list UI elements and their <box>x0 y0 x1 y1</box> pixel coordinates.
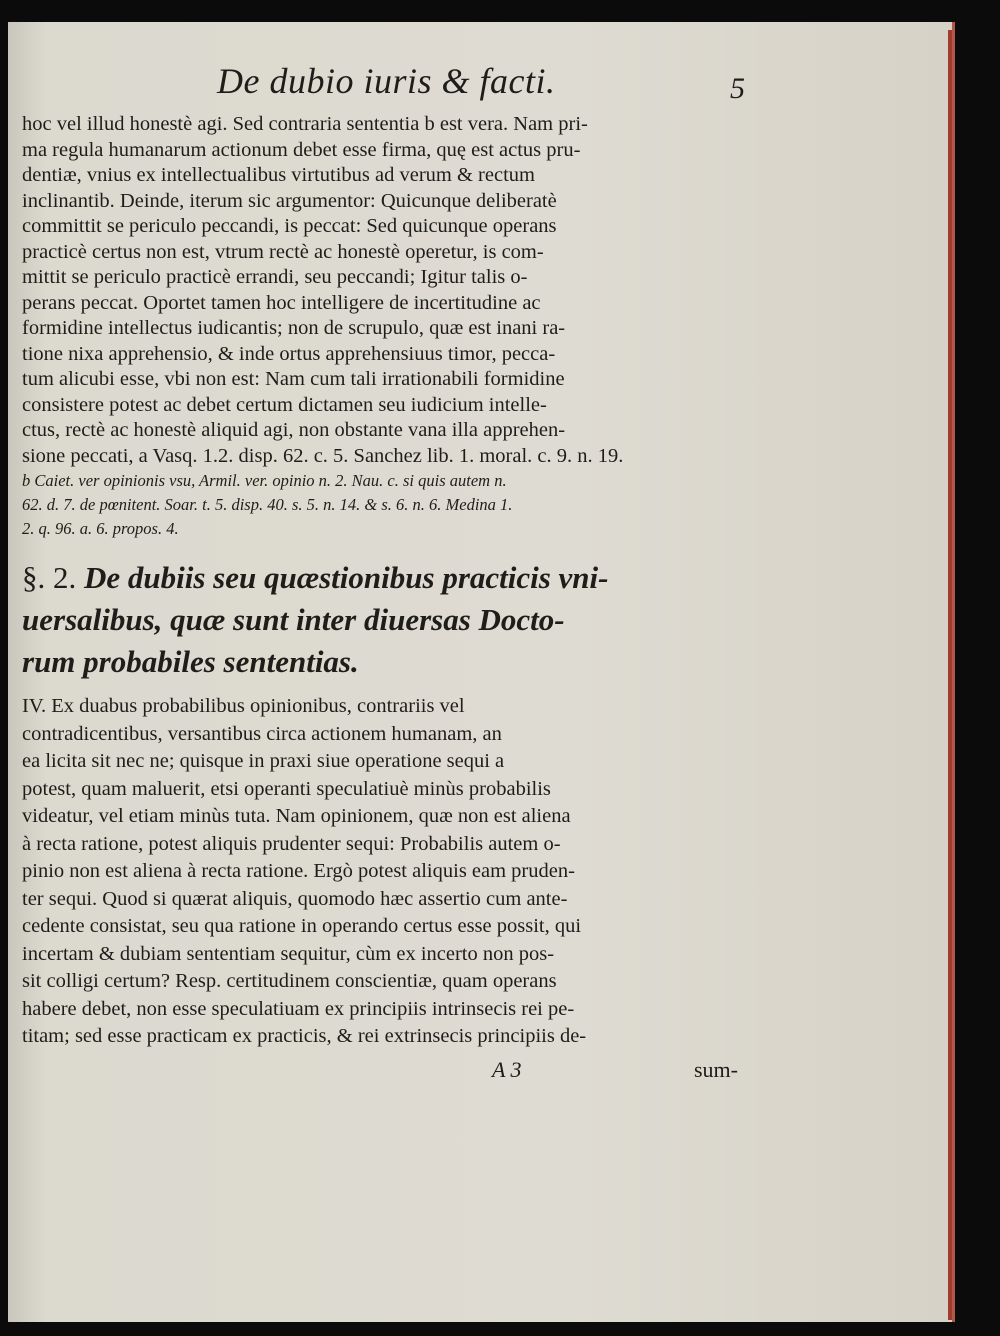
catchword: sum- <box>694 1056 738 1082</box>
text-line: videatur, vel etiam minùs tuta. Nam opinionem, quæ non est aliena <box>22 805 571 827</box>
text-line: contradicentibus, versantibus circa actionem humanam, an <box>22 722 502 745</box>
text-line: ter sequi. Quod si quærat aliquis, quomodo hæc assertio cum ante- <box>22 887 568 910</box>
paragraph-2 <box>22 693 770 1051</box>
section-title-text: De dubiis seu quæstionibus practicis vni- <box>84 560 609 595</box>
text-line: pinio non est aliena à recta ratione. Ergò potest aliquis eam pruden- <box>22 860 575 882</box>
text-line: IV. Ex duabus probabilibus opinionibus, contrariis vel <box>22 695 465 717</box>
text-line: sione peccati, a Vasq. 1.2. disp. 62. c. 5. Sanchez lib. 1. moral. c. 9. n. 19. <box>22 444 624 467</box>
page-header <box>22 52 770 112</box>
text-line: potest, quam maluerit, etsi operanti speculatiuè minùs probabilis <box>22 777 551 800</box>
text-line: consistere potest ac debet certum dictamen seu iudicium intelle- <box>22 393 547 416</box>
references <box>22 469 770 541</box>
reference-line: 62. d. 7. de pœnitent. Soar. t. 5. disp. 40. s. 5. n. 14. & s. 6. n. 6. Medina 1. <box>22 495 513 514</box>
text-line: incertam & dubiam sententiam sequitur, cùm ex incerto non pos- <box>22 942 555 965</box>
page-number: 5 <box>730 72 745 105</box>
text-line: inclinantib. Deinde, iterum sic argumentor: Quicunque deliberatè <box>22 189 557 212</box>
text-line: ma regula humanarum actionum debet esse firma, quę est actus pru- <box>22 138 581 161</box>
text-line: titam; sed esse practicam ex practicis, & rei extrinsecis principiis de- <box>22 1025 587 1047</box>
text-line: formidine intellectus iudicantis; non de scrupulo, quæ est inani ra- <box>22 317 566 339</box>
reference-line: 2. q. 96. a. 6. propos. 4. <box>22 519 179 538</box>
text-line: tione nixa apprehensio, & inde ortus apprehensiuus timor, pecca- <box>22 342 556 365</box>
text-line: à recta ratione, potest aliquis prudenter sequi: Probabilis autem o- <box>22 832 561 855</box>
section-title-line <box>22 557 770 599</box>
section-heading <box>22 557 770 683</box>
page-footer <box>22 1057 770 1087</box>
reference-line: b Caiet. ver opinionis vsu, Armil. ver. opinio n. 2. Nau. c. si quis autem n. <box>22 471 507 490</box>
text-line: hoc vel illud honestè agi. Sed contraria sententia b est vera. Nam pri- <box>22 113 588 135</box>
paragraph-1 <box>22 112 770 469</box>
signature-mark: A 3 <box>492 1056 522 1082</box>
text-line: ctus, rectè ac honestè aliquid agi, non obstante vana illa apprehen- <box>22 419 566 441</box>
text-line: tum alicubi esse, vbi non est: Nam cum tali irrationabili formidine <box>22 368 565 390</box>
page-edge <box>948 30 952 1320</box>
text-line: practicè certus non est, vtrum rectè ac honestè operetur, is com- <box>22 240 544 263</box>
section-mark: §. 2. <box>22 560 77 595</box>
section-title-line: rum probabiles sententias. <box>22 644 359 679</box>
text-line: habere debet, non esse speculatiuam ex principiis intrinsecis rei pe- <box>22 997 575 1020</box>
text-line: committit se periculo peccandi, is peccat: Sed quicunque operans <box>22 215 557 237</box>
text-line: perans peccat. Oportet tamen hoc intelligere de incertitudine ac <box>22 291 541 314</box>
text-line: dentiæ, vnius ex intellectualibus virtutibus ad verum & rectum <box>22 164 535 186</box>
text-line: mittit se periculo practicè errandi, seu peccandi; Igitur talis o- <box>22 266 528 288</box>
running-title: De dubio iuris & facti. <box>217 61 556 101</box>
page-text <box>22 52 770 1087</box>
text-line: sit colligi certum? Resp. certitudinem conscientiæ, quam operans <box>22 970 557 992</box>
text-line: ea licita sit nec ne; quisque in praxi siue operatione sequi a <box>22 750 505 772</box>
text-line: cedente consistat, seu qua ratione in operando certus esse possit, qui <box>22 915 582 937</box>
section-title-line: uersalibus, quæ sunt inter diuersas Docto- <box>22 602 565 637</box>
